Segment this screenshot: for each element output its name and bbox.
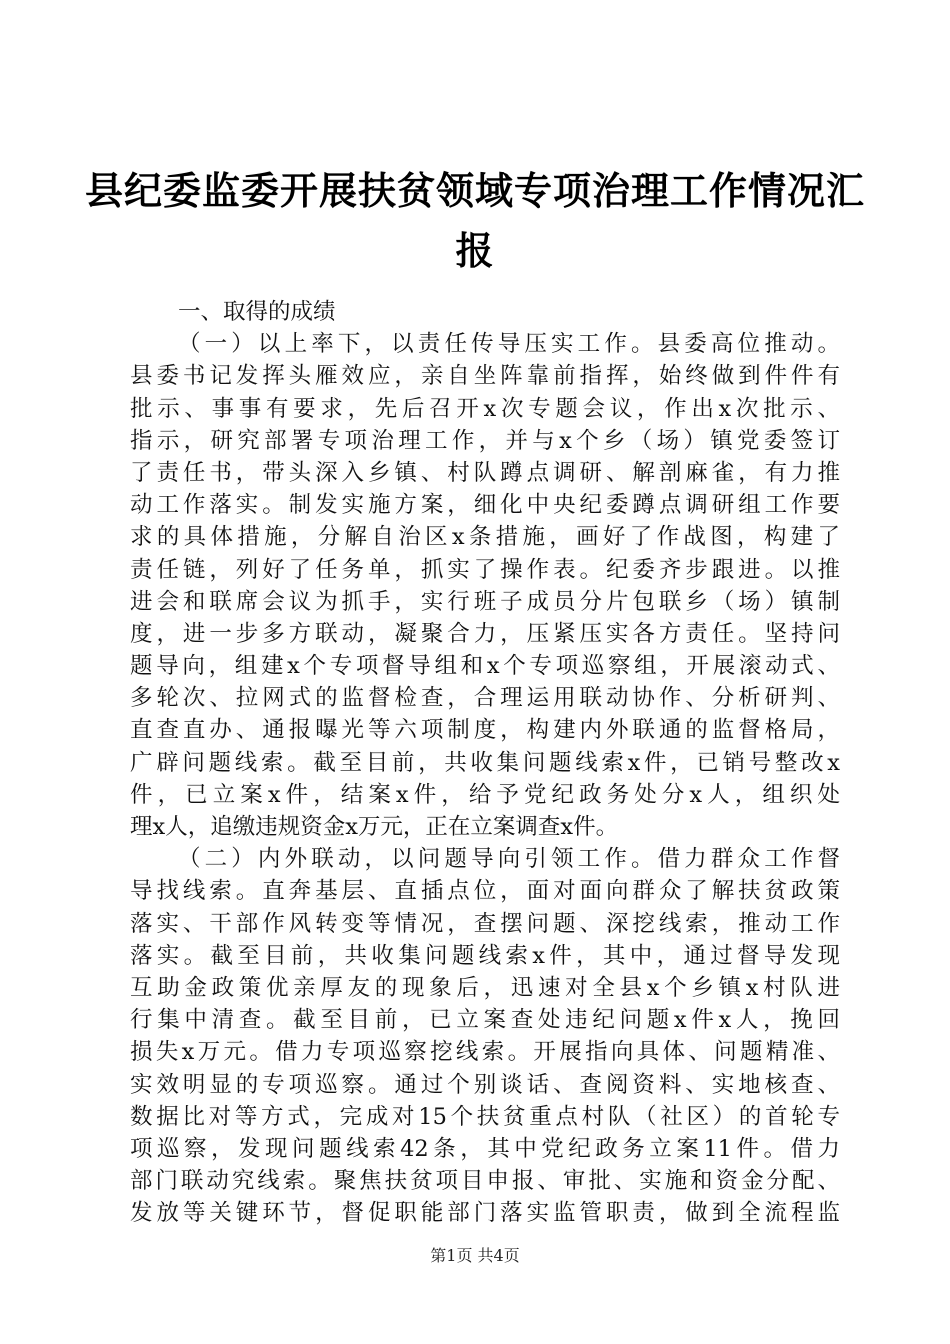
body-line: （一）以上率下，以责任传导压实工作。县委高位推动。 bbox=[178, 331, 840, 358]
body-line: 互助金政策优亲厚友的现象后，迅速对全县x个乡镇x村队进 bbox=[130, 974, 840, 1001]
body-line: 度，进一步多方联动，凝聚合力，压紧压实各方责任。坚持问 bbox=[130, 620, 840, 647]
body-line: 直查直办、通报曝光等六项制度，构建内外联通的监督格局， bbox=[130, 717, 840, 744]
body-line: 导找线索。直奔基层、直插点位，面对面向群众了解扶贫政策 bbox=[130, 878, 840, 905]
body-line: 件，已立案x件，结案x件，给予党纪政务处分x人，组织处 bbox=[130, 781, 840, 808]
body-line: 项巡察，发现问题线索42条，其中党纪政务立案11件。借力 bbox=[130, 1135, 840, 1162]
document-title-line-2: 报 bbox=[455, 229, 495, 273]
body-line: 行集中清查。截至目前，已立案查处违纪问题x件x人，挽回 bbox=[130, 1007, 840, 1034]
body-line: 题导向，组建x个专项督导组和x个专项巡察组，开展滚动式、 bbox=[130, 653, 840, 680]
document-title-line-1: 县纪委监委开展扶贫领域专项治理工作情况汇 bbox=[84, 169, 865, 213]
body-line: 动工作落实。制发实施方案，细化中央纪委蹲点调研组工作要 bbox=[130, 492, 840, 519]
body-line: 了责任书，带头深入乡镇、村队蹲点调研、解剖麻雀，有力推 bbox=[130, 459, 840, 486]
body-line: 理x人，追缴违规资金x万元，正在立案调查x件。 bbox=[130, 814, 619, 840]
body-line: （二）内外联动，以问题导向引领工作。借力群众工作督 bbox=[178, 846, 840, 873]
body-line: 数据比对等方式，完成对15个扶贫重点村队（社区）的首轮专 bbox=[130, 1103, 840, 1130]
body-line: 损失x万元。借力专项巡察挖线索。开展指向具体、问题精准、 bbox=[130, 1039, 840, 1066]
page-footer: 第1页 共4页 bbox=[430, 1246, 520, 1265]
body-line: 实效明显的专项巡察。通过个别谈话、查阅资料、实地核查、 bbox=[130, 1071, 840, 1098]
body-line: 进会和联席会议为抓手，实行班子成员分片包联乡（场）镇制 bbox=[130, 588, 840, 615]
document-body bbox=[130, 296, 840, 1229]
body-line: 发放等关键环节，督促职能部门落实监管职责，做到全流程监 bbox=[130, 1200, 840, 1227]
body-line: 指示，研究部署专项治理工作，并与x个乡（场）镇党委签订 bbox=[130, 427, 840, 454]
body-line: 批示、事事有要求，先后召开x次专题会议，作出x次批示、 bbox=[130, 395, 840, 422]
section-heading: 一、取得的成绩 bbox=[178, 299, 336, 325]
body-line: 落实。截至目前，共收集问题线索x件，其中，通过督导发现 bbox=[130, 942, 840, 969]
body-line: 部门联动究线索。聚焦扶贫项目申报、审批、实施和资金分配、 bbox=[130, 1168, 840, 1195]
body-line: 县委书记发挥头雁效应，亲自坐阵靠前指挥，始终做到件件有 bbox=[130, 363, 840, 390]
body-line: 落实、干部作风转变等情况，查摆问题、深挖线索，推动工作 bbox=[130, 910, 840, 937]
body-line: 责任链，列好了任务单，抓实了操作表。纪委齐步跟进。以推 bbox=[130, 556, 840, 583]
body-line: 求的具体措施，分解自治区x条措施，画好了作战图，构建了 bbox=[130, 524, 840, 551]
body-line: 广辟问题线索。截至目前，共收集问题线索x件，已销号整改x bbox=[130, 749, 840, 776]
body-line: 多轮次、拉网式的监督检查，合理运用联动协作、分析研判、 bbox=[130, 685, 840, 712]
